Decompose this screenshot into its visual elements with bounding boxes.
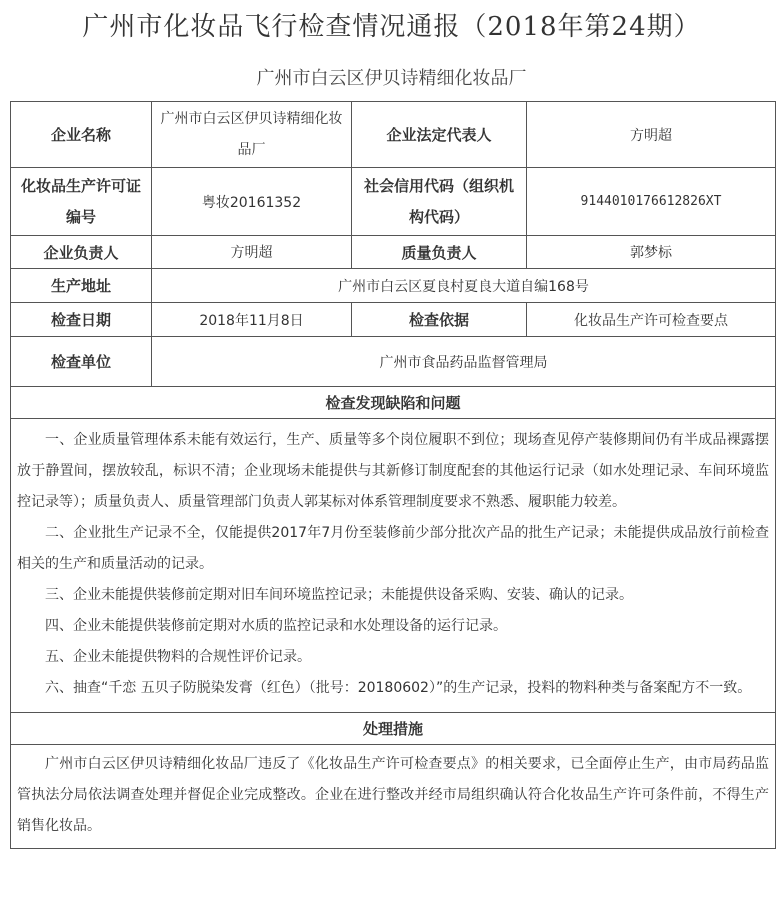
company-name-label: 企业名称 — [11, 102, 152, 168]
company-name-value: 广州市白云区伊贝诗精细化妆品厂 — [152, 102, 352, 168]
table-row — [11, 303, 776, 337]
page-title: 广州市化妆品飞行检查情况通报（2018年第24期） — [82, 12, 701, 42]
inspection-date-value: 2018年11月8日 — [152, 303, 352, 337]
finding-item: 四、企业未能提供装修前定期对水质的监控记录和水处理设备的运行记录。 — [45, 618, 507, 634]
table-row — [11, 337, 776, 387]
inspection-unit-value: 广州市食品药品监督管理局 — [152, 337, 776, 387]
table-row — [11, 168, 776, 236]
credit-code-label: 社会信用代码（组织机构代码） — [352, 168, 527, 236]
license-value: 粤妆20161352 — [152, 168, 352, 236]
table-row — [11, 713, 776, 745]
table-row — [11, 102, 776, 168]
table-row — [11, 745, 776, 849]
legal-rep-label: 企业法定代表人 — [352, 102, 527, 168]
inspection-report-table — [10, 101, 776, 849]
finding-item: 六、抽查“千恋 五贝子防脱染发膏（红色）（批号：20180602）”的生产记录，投料的物料种类与备案配方不一致。 — [45, 680, 752, 696]
finding-item: 五、企业未能提供物料的合规性评价记录。 — [45, 649, 311, 665]
legal-rep-value: 方明超 — [527, 102, 776, 168]
finding-item: 二、企业批生产记录不全，仅能提供2017年7月份至装修前少部分批次产品的批生产记录；未能提供成品放行前检查相关的生产和质量活动的记录。 — [17, 525, 769, 572]
license-label: 化妆品生产许可证编号 — [11, 168, 152, 236]
measures-cell — [11, 745, 776, 849]
inspection-unit-label: 检查单位 — [11, 337, 152, 387]
address-value: 广州市白云区夏良村夏良大道自编168号 — [152, 269, 776, 303]
finding-item: 一、企业质量管理体系未能有效运行，生产、质量等多个岗位履职不到位；现场查见停产装修期间仍有半成品裸露摆放于静置间，摆放较乱，标识不清；企业现场未能提供与其新修订制度配套的其他运行记录（如水处理记录、车间环境监控记录等）；质量负责人、质量管理部门负责人郭某标对体系管理制度要求不熟悉、履职能力较差。 — [17, 432, 769, 510]
inspection-basis-value: 化妆品生产许可检查要点 — [527, 303, 776, 337]
table-row — [11, 419, 776, 713]
table-row — [11, 269, 776, 303]
measures-text: 广州市白云区伊贝诗精细化妆品厂违反了《化妆品生产许可检查要点》的相关要求，已全面停止生产，由市局药品监管执法分局依法调查处理并督促企业完成整改。企业在进行整改并经市局组织确认符合化妆品生产许可条件前，不得生产销售化妆品。 — [17, 756, 769, 834]
findings-cell — [11, 419, 776, 713]
measures-heading: 处理措施 — [11, 713, 776, 745]
inspection-basis-label: 检查依据 — [352, 303, 527, 337]
page-subtitle: 广州市白云区伊贝诗精细化妆品厂 — [256, 68, 527, 89]
table-row — [11, 387, 776, 419]
finding-item: 三、企业未能提供装修前定期对旧车间环境监控记录；未能提供设备采购、安装、确认的记录。 — [45, 587, 633, 603]
person-in-charge-label: 企业负责人 — [11, 236, 152, 269]
person-in-charge-value: 方明超 — [152, 236, 352, 269]
table-row — [11, 236, 776, 269]
findings-heading: 检查发现缺陷和问题 — [11, 387, 776, 419]
quality-head-label: 质量负责人 — [352, 236, 527, 269]
quality-head-value: 郭梦标 — [527, 236, 776, 269]
inspection-date-label: 检查日期 — [11, 303, 152, 337]
address-label: 生产地址 — [11, 269, 152, 303]
credit-code-value: 914401017661282​6XT — [527, 168, 776, 236]
